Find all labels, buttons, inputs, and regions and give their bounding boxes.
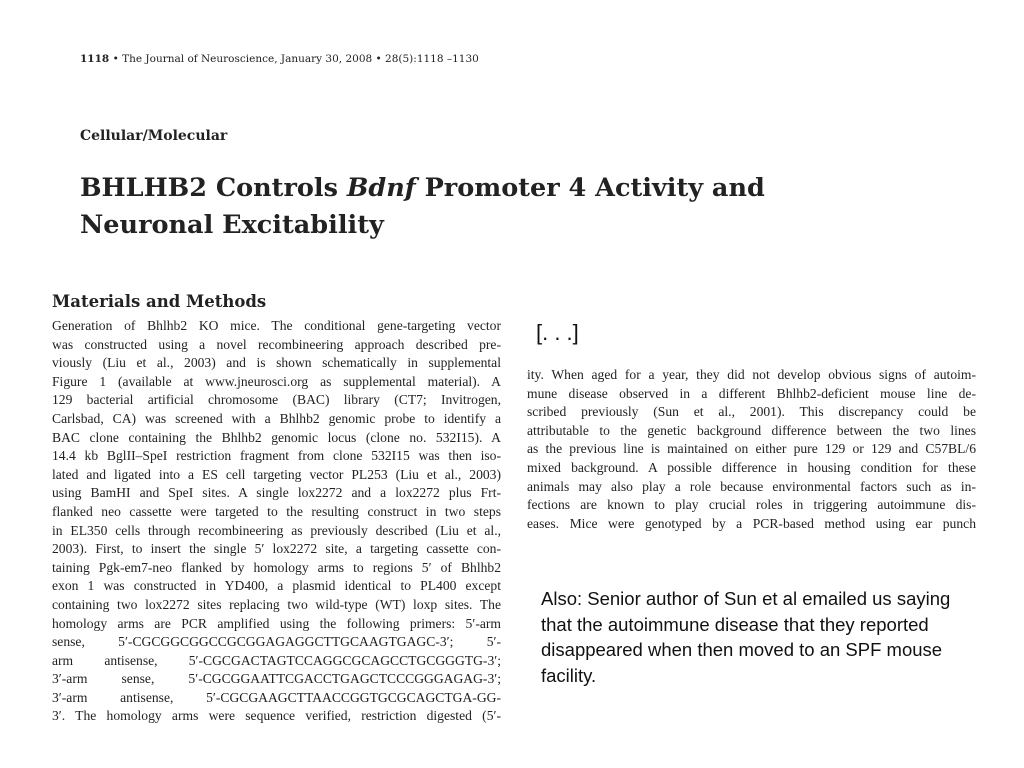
text-line: viously (Liu et al., 2003) and is shown schematically in supplemental xyxy=(52,355,501,371)
text-line: 3′-arm antisense, 5′-CGCGAAGCTTAACCGGTGCGCAGCTGA-GG- xyxy=(52,689,501,705)
text-line: 2003). First, to insert the single 5′ lox2272 site, a targeting cassette con- xyxy=(52,541,501,557)
text-line: mixed background. A possible difference in housing condition for these xyxy=(527,459,976,475)
materials-methods-heading: Materials and Methods xyxy=(52,292,267,311)
text-line: flanked neo cassette were targeted to the resulting construct in two steps xyxy=(52,503,501,519)
text-line: containing two lox2272 sites replacing two wild-type (WT) loxp sites. The xyxy=(52,596,501,612)
text-line: using BamHI and SpeI sites. A single lox2272 and a lox2272 plus Frt- xyxy=(52,485,501,501)
journal-citation: • The Journal of Neuroscience, January 30, 2008 • 28(5):1118 –1130 xyxy=(109,53,479,65)
title-part2: Promoter 4 Activity and Neuronal Excitability xyxy=(80,173,765,240)
omission-marker: [. . .] xyxy=(536,320,579,345)
text-line: as the previous line is maintained on either pure 129 or 129 and C57BL/6 xyxy=(527,441,976,457)
text-line: sense, 5′-CGCGGCGGCCGCGGAGAGGCTTGCAAGTGAGC-3′; 5′- xyxy=(52,634,501,650)
text-line: 3′-arm sense, 5′-CGCGGAATTCGACCTGAGCTCCCGGGAGAG-3′; xyxy=(52,671,501,687)
text-line: 14.4 kb BglII–SpeI restriction fragment from clone 532I15 was then iso- xyxy=(52,448,501,464)
text-line: ity. When aged for a year, they did not develop obvious signs of autoim- xyxy=(527,367,976,382)
annotation-note: Also: Senior author of Sun et al emailed us saying that the autoimmune disease that they reported disappeared when then moved to an SPF mouse facility. xyxy=(541,588,951,686)
text-line: eases. Mice were genotyped by a PCR-based method using ear punch xyxy=(527,515,976,531)
paper-title xyxy=(80,170,840,244)
text-line: in EL350 cells through recombineering as previously described (Liu et al., xyxy=(52,522,501,538)
text-line: scribed previously (Sun et al., 2001). This discrepancy could be xyxy=(527,404,976,420)
text-line: Generation of Bhlhb2 KO mice. The conditional gene-targeting vector xyxy=(52,318,501,333)
text-line: attributable to the genetic background difference between the two lines xyxy=(527,422,976,438)
page-number: 1118 xyxy=(80,53,110,65)
section-label: Cellular/Molecular xyxy=(80,128,228,144)
text-line: animals may also play a role because environmental factors such as in- xyxy=(527,478,976,494)
text-line: BAC clone containing the Bhlhb2 genomic locus (clone no. 532I15). A xyxy=(52,429,501,445)
text-line: Figure 1 (available at www.jneurosci.org as supplemental material). A xyxy=(52,373,501,389)
text-line: 3′. The homology arms were sequence verified, restriction digested (5′- xyxy=(52,708,501,724)
title-gene-name: Bdnf xyxy=(346,173,416,203)
text-line: arm antisense, 5′-CGCGACTAGTCCAGGCGCAGCCTGCGGGTG-3′; xyxy=(52,652,501,668)
text-line: lated and ligated into a ES cell targeting vector PL253 (Liu et al., 2003) xyxy=(52,466,501,482)
left-column-text xyxy=(52,317,501,726)
text-line: 129 bacterial artificial chromosome (BAC) library (CT7; Invitrogen, xyxy=(52,392,501,408)
text-line: mune disease observed in a different Bhlhb2-deficient mouse line de- xyxy=(527,385,976,401)
text-line: was constructed using a novel recombineering approach described pre- xyxy=(52,336,501,352)
right-column-text xyxy=(527,366,976,533)
text-line: fections are known to play crucial roles in triggering autoimmune dis- xyxy=(527,497,976,513)
text-line: Carlsbad, CA) was screened with a Bhlhb2 genomic probe to identify a xyxy=(52,410,501,426)
title-part1: BHLHB2 Controls xyxy=(80,173,347,203)
text-line: exon 1 was constructed in YD400, a plasmid identical to PL400 except xyxy=(52,578,501,594)
journal-header xyxy=(80,53,479,65)
text-line: taining Pgk-em7-neo flanked by homology arms to regions 5′ of Bhlhb2 xyxy=(52,559,501,575)
text-line: homology arms are PCR amplified using the following primers: 5′-arm xyxy=(52,615,501,631)
